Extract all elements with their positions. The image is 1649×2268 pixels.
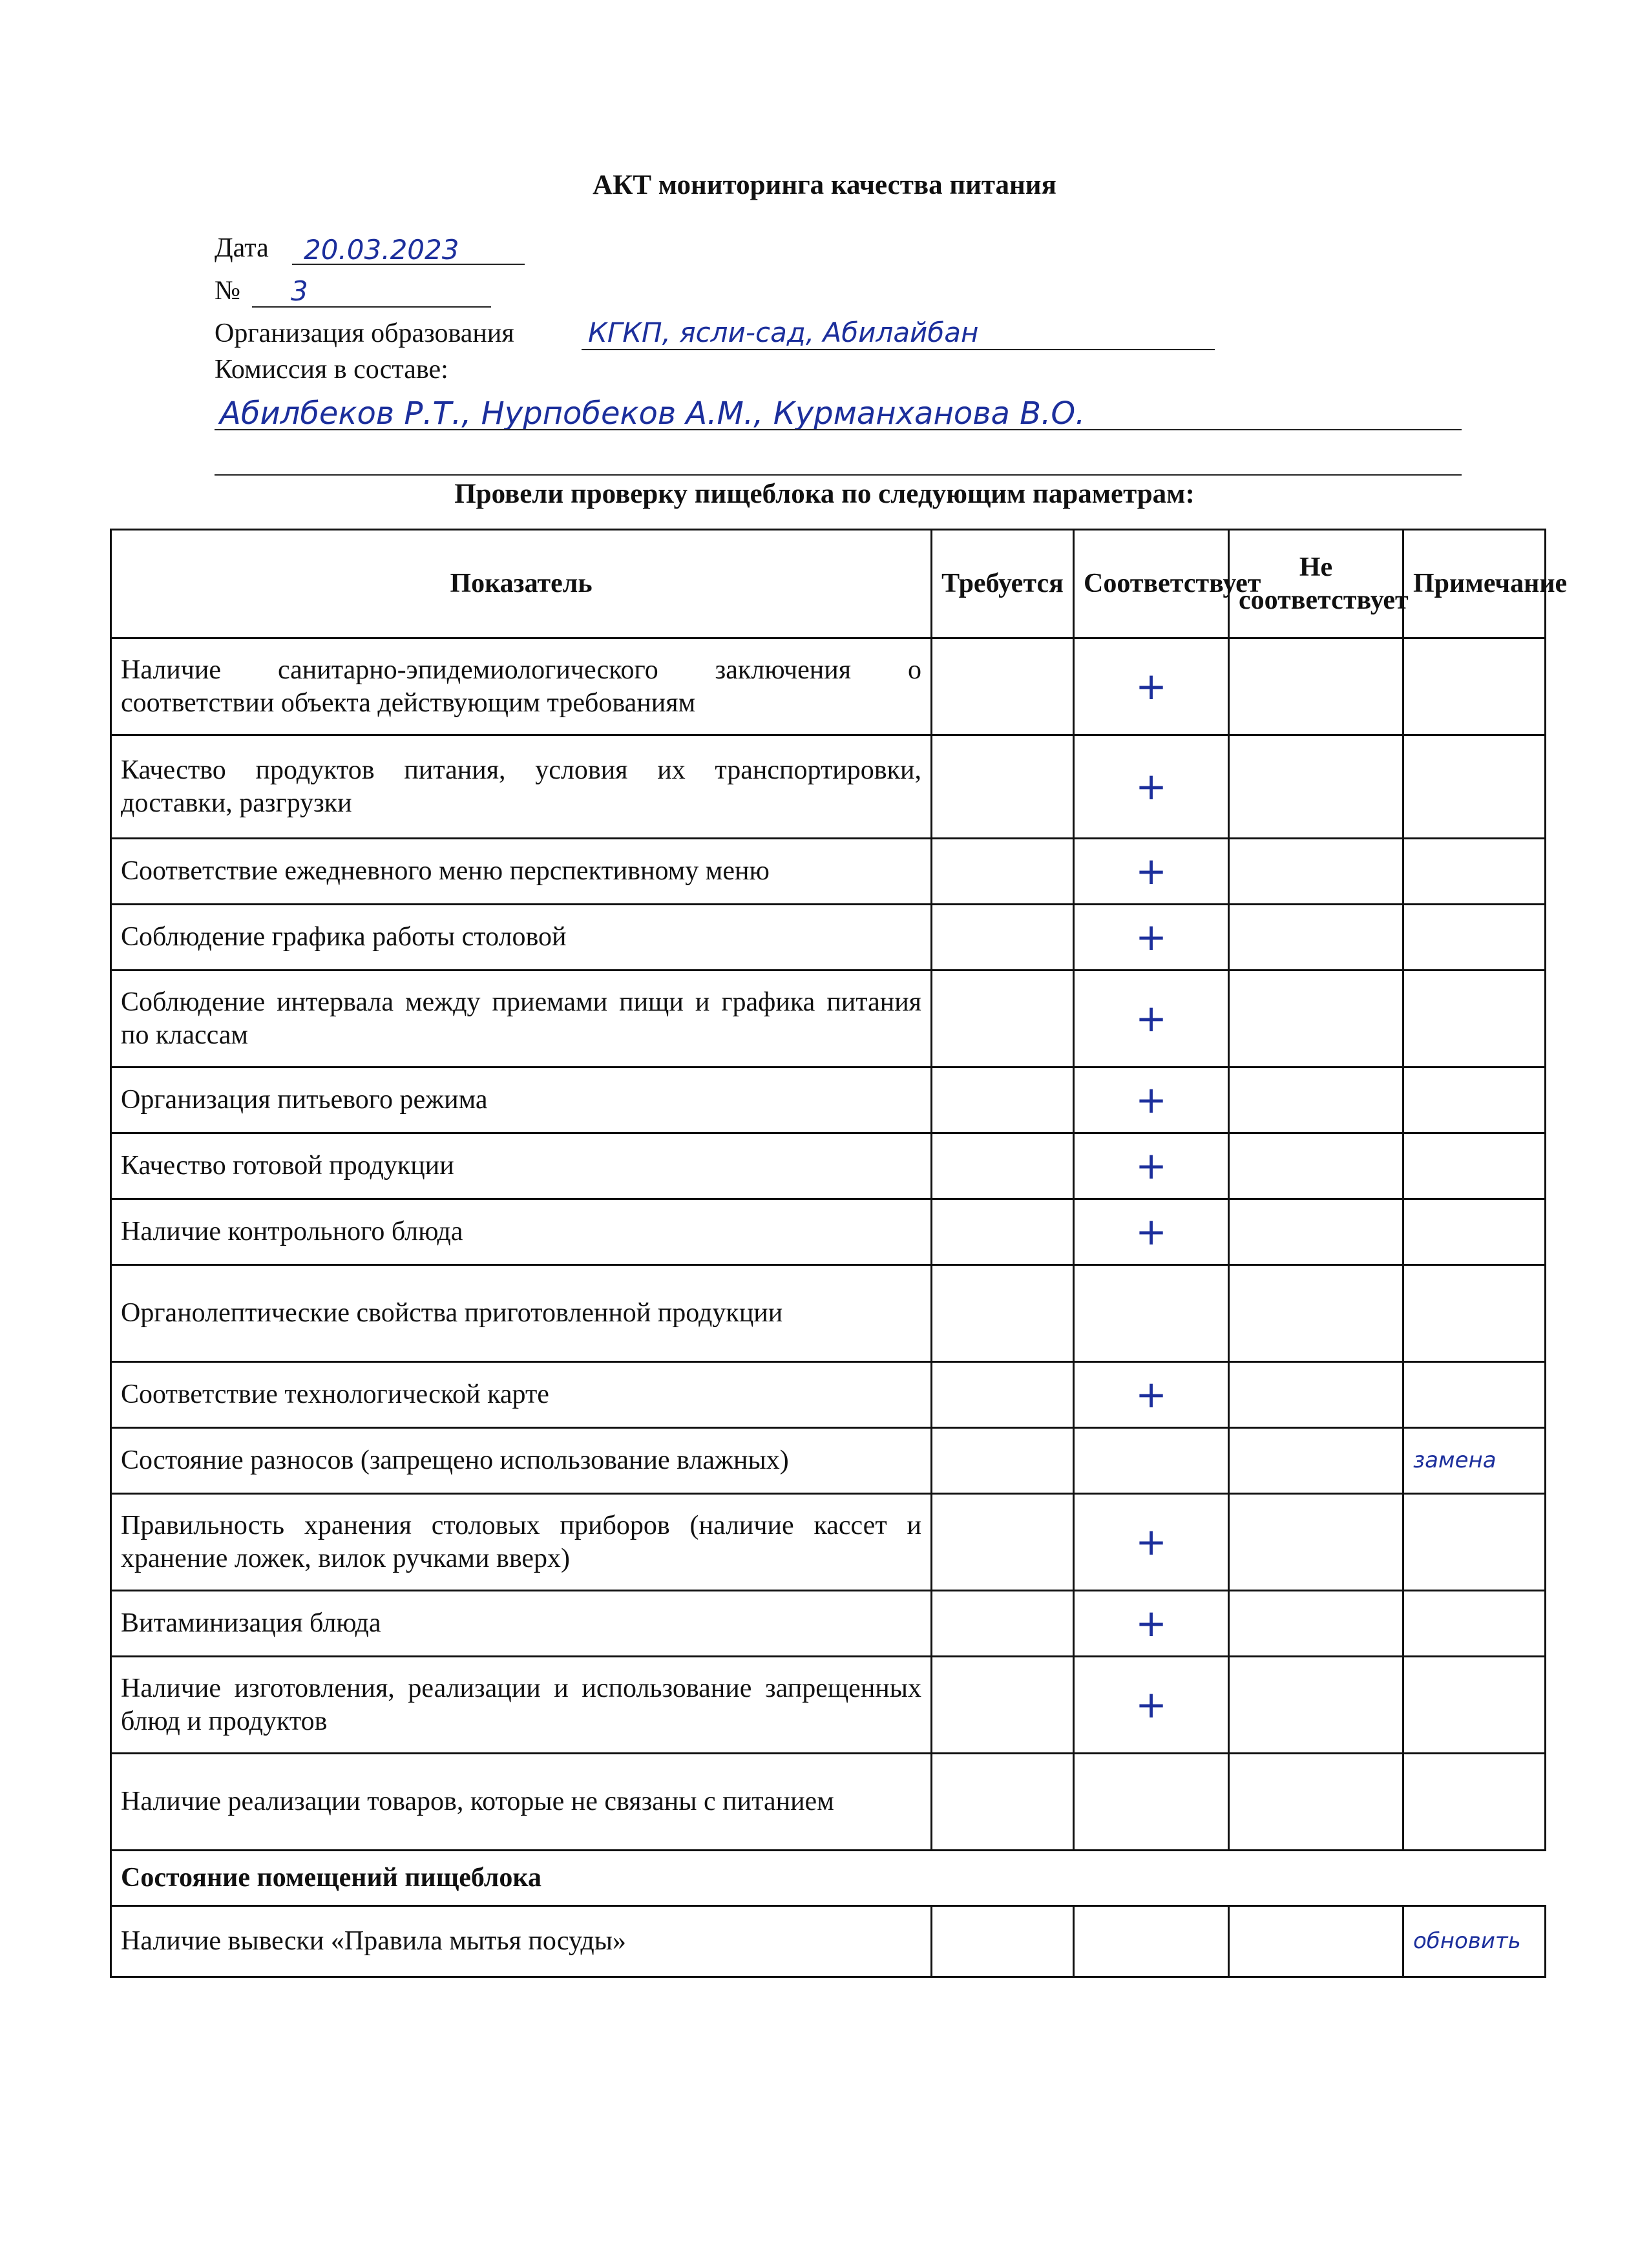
indicator-cell: Правильность хранения столовых приборов (наличие кассет и хранение ложек, вилок ручками вверх) xyxy=(111,1494,932,1591)
table-row xyxy=(111,839,1546,905)
complies-cell: + xyxy=(1074,1657,1229,1754)
indicator-cell: Качество продуктов питания, условия их транспортировки, доставки, разгрузки xyxy=(111,735,932,839)
indicator-cell: Качество готовой продукции xyxy=(111,1133,932,1199)
table-row xyxy=(111,1657,1546,1754)
indicator-cell: Органолептические свойства приготовленной продукции xyxy=(111,1265,932,1362)
table-row xyxy=(111,1199,1546,1265)
not-complies-cell xyxy=(1229,1591,1403,1657)
document-title: АКТ мониторинга качества питания xyxy=(593,170,1056,200)
required-cell xyxy=(932,905,1074,971)
indicator-cell: Состояние разносов (запрещено использование влажных) xyxy=(111,1428,932,1494)
complies-cell: + xyxy=(1074,638,1229,735)
indicator-cell: Организация питьевого режима xyxy=(111,1067,932,1133)
complies-cell: + xyxy=(1074,1494,1229,1591)
required-cell xyxy=(932,1494,1074,1591)
indicator-cell: Наличие изготовления, реализации и использование запрещенных блюд и продуктов xyxy=(111,1657,932,1754)
complies-cell: + xyxy=(1074,1199,1229,1265)
required-cell xyxy=(932,971,1074,1067)
number-label: № xyxy=(215,276,241,306)
complies-cell: + xyxy=(1074,1133,1229,1199)
indicator-cell: Наличие санитарно-эпидемиологического заключения о соответствии объекта действующим требованиям xyxy=(111,638,932,735)
required-cell xyxy=(932,1428,1074,1494)
table-row xyxy=(111,1067,1546,1133)
not-complies-cell xyxy=(1229,1754,1403,1851)
note-cell xyxy=(1403,1199,1546,1265)
table-row xyxy=(111,1265,1546,1362)
note-cell xyxy=(1403,735,1546,839)
commission-value: Абилбеков Р.Т., Нурпобеков А.М., Курманханова В.О. xyxy=(220,395,1086,432)
not-complies-cell xyxy=(1229,1428,1403,1494)
required-cell xyxy=(932,1906,1074,1977)
not-complies-cell xyxy=(1229,1494,1403,1591)
complies-cell: + xyxy=(1074,1067,1229,1133)
required-cell xyxy=(932,1265,1074,1362)
complies-cell xyxy=(1074,1906,1229,1977)
note-cell xyxy=(1403,1133,1546,1199)
indicator-cell: Соблюдение графика работы столовой xyxy=(111,905,932,971)
not-complies-cell xyxy=(1229,1657,1403,1754)
table-row xyxy=(111,1428,1546,1494)
header-indicator: Показатель xyxy=(111,530,932,638)
number-value: 3 xyxy=(291,275,308,307)
inspection-subtitle: Провели проверку пищеблока по следующим параметрам: xyxy=(454,479,1195,509)
table-row xyxy=(111,1494,1546,1591)
complies-cell: + xyxy=(1074,839,1229,905)
number-underline xyxy=(252,306,491,308)
complies-cell xyxy=(1074,1754,1229,1851)
note-cell xyxy=(1403,905,1546,971)
note-cell xyxy=(1403,1362,1546,1428)
note-cell xyxy=(1403,1754,1546,1851)
note-cell xyxy=(1403,1494,1546,1591)
note-cell xyxy=(1403,1265,1546,1362)
note-cell xyxy=(1403,971,1546,1067)
not-complies-cell xyxy=(1229,735,1403,839)
table-row xyxy=(111,1133,1546,1199)
note-cell: обновить xyxy=(1403,1906,1546,1977)
not-complies-cell xyxy=(1229,1199,1403,1265)
indicator-cell: Соответствие технологической карте xyxy=(111,1362,932,1428)
required-cell xyxy=(932,839,1074,905)
table-row xyxy=(111,1754,1546,1851)
indicator-cell: Витаминизация блюда xyxy=(111,1591,932,1657)
commission-underline-1 xyxy=(215,429,1462,430)
table-header-row xyxy=(111,530,1546,638)
complies-cell: + xyxy=(1074,1362,1229,1428)
required-cell xyxy=(932,1362,1074,1428)
table-row xyxy=(111,1362,1546,1428)
date-value: 20.03.2023 xyxy=(304,234,459,266)
required-cell xyxy=(932,1657,1074,1754)
note-cell: замена xyxy=(1403,1428,1546,1494)
table-row xyxy=(111,971,1546,1067)
header-required: Требуется xyxy=(932,530,1074,638)
not-complies-cell xyxy=(1229,1067,1403,1133)
header-complies: Соответствует xyxy=(1074,530,1229,638)
note-cell xyxy=(1403,839,1546,905)
complies-cell: + xyxy=(1074,1591,1229,1657)
not-complies-cell xyxy=(1229,1906,1403,1977)
section-title: Состояние помещений пищеблока xyxy=(111,1851,932,1906)
required-cell xyxy=(932,1591,1074,1657)
complies-cell xyxy=(1074,1428,1229,1494)
not-complies-cell xyxy=(1229,1133,1403,1199)
organization-value: КГКП, ясли-сад, Абилайбан xyxy=(588,317,979,348)
inspection-table xyxy=(110,529,1568,1978)
required-cell xyxy=(932,1199,1074,1265)
not-complies-cell xyxy=(1229,839,1403,905)
required-cell xyxy=(932,735,1074,839)
indicator-cell: Соответствие ежедневного меню перспективному меню xyxy=(111,839,932,905)
not-complies-cell xyxy=(1229,971,1403,1067)
header-not-complies: Не соответствует xyxy=(1229,530,1403,638)
note-cell xyxy=(1403,638,1546,735)
not-complies-cell xyxy=(1229,1265,1403,1362)
indicator-cell: Соблюдение интервала между приемами пищи и графика питания по классам xyxy=(111,971,932,1067)
table-row xyxy=(111,1591,1546,1657)
table-row xyxy=(111,905,1546,971)
note-cell xyxy=(1403,1657,1546,1754)
organization-label: Организация образования xyxy=(215,319,514,348)
indicator-cell: Наличие реализации товаров, которые не связаны с питанием xyxy=(111,1754,932,1851)
required-cell xyxy=(932,1067,1074,1133)
required-cell xyxy=(932,1754,1074,1851)
complies-cell: + xyxy=(1074,905,1229,971)
not-complies-cell xyxy=(1229,638,1403,735)
complies-cell xyxy=(1074,1265,1229,1362)
date-label: Дата xyxy=(215,233,269,263)
commission-underline-2 xyxy=(215,474,1462,476)
section-filler xyxy=(932,1851,1546,1906)
note-cell xyxy=(1403,1591,1546,1657)
complies-cell: + xyxy=(1074,971,1229,1067)
required-cell xyxy=(932,638,1074,735)
indicator-cell: Наличие вывески «Правила мытья посуды» xyxy=(111,1906,932,1977)
required-cell xyxy=(932,1133,1074,1199)
table-row xyxy=(111,638,1546,735)
commission-label: Комиссия в составе: xyxy=(215,355,448,384)
indicator-cell: Наличие контрольного блюда xyxy=(111,1199,932,1265)
complies-cell: + xyxy=(1074,735,1229,839)
not-complies-cell xyxy=(1229,1362,1403,1428)
not-complies-cell xyxy=(1229,905,1403,971)
table-row xyxy=(111,1906,1546,1977)
table-row xyxy=(111,735,1546,839)
note-cell xyxy=(1403,1067,1546,1133)
section-row xyxy=(111,1851,1546,1906)
header-note: Примечание xyxy=(1403,530,1546,638)
organization-underline xyxy=(582,349,1215,350)
